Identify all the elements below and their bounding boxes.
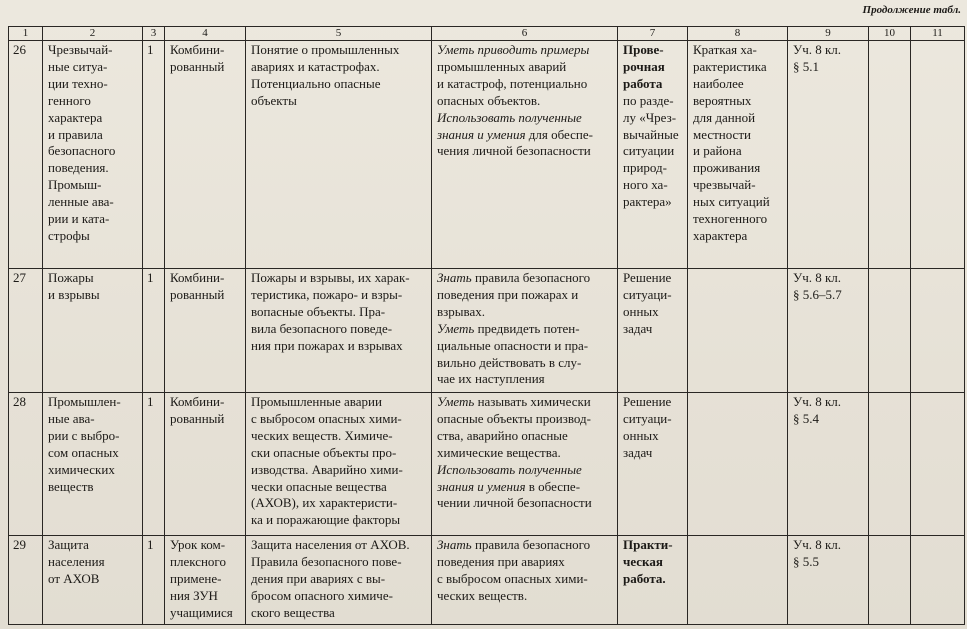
homework-line: проживания <box>693 160 761 176</box>
requirement-line-tail: правила безопасного <box>471 270 591 285</box>
requirement-line: с выбросом опасных хими- <box>437 570 588 586</box>
lesson-type-line: Комбини- <box>170 394 225 409</box>
topic-line: Пожары <box>48 270 94 285</box>
topic-line: генного <box>48 92 91 108</box>
topic-line: ные ава- <box>48 410 95 426</box>
content-line: вопасные объекты. Пра- <box>251 303 386 319</box>
column-header-5: 5 <box>246 27 432 41</box>
homework-line: техногенного <box>693 211 768 227</box>
requirement-line: чении личной безопасности <box>437 495 592 511</box>
textbook-line: § 5.6–5.7 <box>793 286 842 302</box>
topic-line: и взрывы <box>48 286 100 302</box>
homework-cell <box>688 536 788 625</box>
textbook-line: § 5.5 <box>793 553 819 569</box>
table-caption: Продолжение табл. <box>862 4 961 16</box>
homework-line: наиболее <box>693 75 744 91</box>
textbook-cell <box>788 536 869 625</box>
topic-line: рии с выбро- <box>48 427 120 443</box>
textbook-line: § 5.1 <box>793 58 819 74</box>
requirement-line: взрывах. <box>437 303 485 319</box>
content-cell <box>246 393 432 536</box>
requirement-line: вильно действовать в слу- <box>437 354 582 370</box>
control-line: работа. <box>623 570 666 586</box>
lesson-type-line: рованный <box>170 286 225 302</box>
control-line: ситуаци- <box>623 410 672 426</box>
column-header-8: 8 <box>688 27 788 41</box>
topic-line: ленные ава- <box>48 194 114 210</box>
textbook-line: Уч. 8 кл. <box>793 537 842 552</box>
control-cell <box>618 536 688 625</box>
homework-line: местности <box>693 126 751 142</box>
requirement-line-tail: в обеспе- <box>525 478 581 494</box>
homework-cell <box>688 41 788 269</box>
control-line: работа <box>623 75 663 91</box>
control-line: Решение <box>623 394 672 409</box>
requirement-line-tail: предвидеть потен- <box>474 320 580 336</box>
topic-line: населения <box>48 553 105 569</box>
column-10-cell <box>869 269 911 393</box>
content-line: бросом опасного химиче- <box>251 587 393 603</box>
control-line: онных <box>623 303 659 319</box>
requirement-line: Использовать полученные <box>437 461 582 477</box>
column-header-4: 4 <box>165 27 246 41</box>
topic-line: Промышлен- <box>48 394 121 409</box>
topic-line: рии и ката- <box>48 211 110 227</box>
content-line: ния при пожарах и взрывах <box>251 337 403 353</box>
table-row <box>9 41 965 269</box>
content-line: Понятие о промышленных <box>251 42 400 57</box>
content-line: изводства. Аварийно хими- <box>251 461 403 477</box>
topic-line: сом опасных <box>48 444 119 460</box>
topic-line: веществ <box>48 478 94 494</box>
content-line: Потенциально опасные <box>251 75 381 91</box>
column-header-7: 7 <box>618 27 688 41</box>
hours-cell: 1 <box>143 41 165 269</box>
topic-line: безопасного <box>48 143 116 159</box>
requirement-line: ства, аварийно опасные <box>437 427 568 443</box>
requirement-line: ческих веществ. <box>437 587 528 603</box>
textbook-line: § 5.4 <box>793 410 819 426</box>
requirement-line: Уметь <box>437 394 475 409</box>
homework-line: чрезвычай- <box>693 177 756 193</box>
lesson-type-cell <box>165 41 246 269</box>
column-11-cell <box>911 393 965 536</box>
topic-line: ции техно- <box>48 75 108 91</box>
topic-cell <box>43 41 143 269</box>
control-line: по разде- <box>623 92 674 108</box>
content-line: объекты <box>251 92 297 108</box>
requirement-line: чения личной безопасности <box>437 143 591 159</box>
column-header-10: 10 <box>869 27 911 41</box>
topic-line: химических <box>48 461 115 477</box>
control-line: ческая <box>623 553 663 569</box>
content-line: Защита населения от АХОВ. <box>251 537 410 552</box>
requirement-line: и катастроф, потенциально <box>437 75 588 91</box>
topic-line: ные ситуа- <box>48 58 108 74</box>
column-header-3: 3 <box>143 27 165 41</box>
requirements-cell <box>432 269 618 393</box>
control-cell <box>618 269 688 393</box>
control-line: онных <box>623 427 659 443</box>
lesson-number-cell: 29 <box>9 536 43 625</box>
requirement-line: Уметь приводить примеры <box>437 42 590 57</box>
content-line: с выбросом опасных хими- <box>251 410 402 426</box>
content-line: Пожары и взрывы, их харак- <box>251 270 410 285</box>
requirement-line: Использовать полученные <box>437 109 582 125</box>
hours-cell: 1 <box>143 269 165 393</box>
column-10-cell <box>869 536 911 625</box>
control-line: ситуаци- <box>623 286 672 302</box>
topic-line: Чрезвычай- <box>48 42 113 57</box>
textbook-line: Уч. 8 кл. <box>793 394 842 409</box>
topic-line: от АХОВ <box>48 570 100 586</box>
requirement-line: поведения при пожарах и <box>437 286 579 302</box>
control-line: Прове- <box>623 42 664 57</box>
column-header-1: 1 <box>9 27 43 41</box>
content-line: Правила безопасного пове- <box>251 553 402 569</box>
requirement-line-tail: называть химически <box>474 394 591 409</box>
topic-cell <box>43 393 143 536</box>
homework-line: характера <box>693 227 748 243</box>
requirements-cell <box>432 393 618 536</box>
column-11-cell <box>911 536 965 625</box>
content-line: вила безопасного поведе- <box>251 320 393 336</box>
homework-cell <box>688 269 788 393</box>
content-cell <box>246 269 432 393</box>
lesson-type-line: Урок ком- <box>170 537 226 552</box>
lesson-type-line: примене- <box>170 570 222 586</box>
requirements-cell <box>432 536 618 625</box>
control-line: ного ха- <box>623 177 668 193</box>
column-11-cell <box>911 269 965 393</box>
topic-line: Защита <box>48 537 89 552</box>
content-line: ского вещества <box>251 604 335 620</box>
textbook-line: Уч. 8 кл. <box>793 270 842 285</box>
content-cell <box>246 536 432 625</box>
control-line: лу «Чрез- <box>623 109 677 125</box>
requirement-line: чае их наступления <box>437 371 545 387</box>
content-line: авариях и катастрофах. <box>251 58 380 74</box>
content-line: (АХОВ), их характеристи- <box>251 495 398 511</box>
homework-line: вероятных <box>693 92 752 108</box>
control-line: задач <box>623 320 653 336</box>
requirement-line: знания и умения <box>437 126 526 142</box>
column-11-cell <box>911 41 965 269</box>
control-line: задач <box>623 444 653 460</box>
requirement-line-tail: правила безопасного <box>471 537 591 552</box>
homework-line: рактеристика <box>693 58 767 74</box>
topic-line: Промыш- <box>48 177 102 193</box>
topic-line: поведения. <box>48 160 109 176</box>
lesson-type-cell <box>165 536 246 625</box>
homework-cell <box>688 393 788 536</box>
textbook-cell <box>788 269 869 393</box>
requirement-line: опасных объектов. <box>437 92 541 108</box>
requirement-line: промышленных аварий <box>437 58 567 74</box>
content-line: Промышленные аварии <box>251 394 382 409</box>
topic-cell <box>43 269 143 393</box>
content-line: чески опасные вещества <box>251 478 387 494</box>
lesson-type-line: Комбини- <box>170 42 225 57</box>
column-header-2: 2 <box>43 27 143 41</box>
column-header-11: 11 <box>911 27 965 41</box>
requirement-line: опасные объекты производ- <box>437 410 591 426</box>
control-cell <box>618 41 688 269</box>
homework-line: и района <box>693 143 742 159</box>
topic-line: строфы <box>48 227 90 243</box>
requirement-line: циальные опасности и пра- <box>437 337 589 353</box>
control-line: ситуации <box>623 143 675 159</box>
content-line: ческих веществ. Химиче- <box>251 427 393 443</box>
homework-line: Краткая ха- <box>693 42 757 57</box>
table-body <box>9 41 965 625</box>
lesson-type-line: рованный <box>170 58 225 74</box>
lesson-type-line: плексного <box>170 553 226 569</box>
control-line: рочная <box>623 58 665 74</box>
requirement-line: химические вещества. <box>437 444 561 460</box>
lesson-type-line: ния ЗУН <box>170 587 218 603</box>
textbook-cell <box>788 393 869 536</box>
requirement-line-tail: для обеспе- <box>525 126 593 142</box>
table-row <box>9 536 965 625</box>
content-cell <box>246 41 432 269</box>
topic-cell <box>43 536 143 625</box>
lesson-type-cell <box>165 393 246 536</box>
column-10-cell <box>869 41 911 269</box>
control-line: Практи- <box>623 537 673 552</box>
control-line: рактера» <box>623 194 672 210</box>
textbook-line: Уч. 8 кл. <box>793 42 842 57</box>
requirement-line: Уметь <box>437 320 475 336</box>
content-line: ски опасные объекты про- <box>251 444 397 460</box>
content-line: дения при авариях с вы- <box>251 570 386 586</box>
lesson-number-cell: 28 <box>9 393 43 536</box>
requirements-cell <box>432 41 618 269</box>
control-cell <box>618 393 688 536</box>
content-line: теристика, пожаро- и взры- <box>251 286 403 302</box>
control-line: природ- <box>623 160 667 176</box>
lesson-number-cell: 27 <box>9 269 43 393</box>
lesson-type-line: рованный <box>170 410 225 426</box>
lesson-type-line: учащимися <box>170 604 233 620</box>
lesson-number-cell: 26 <box>9 41 43 269</box>
table-row <box>9 269 965 393</box>
table-row <box>9 393 965 536</box>
header-row <box>9 27 965 41</box>
requirement-line: Знать <box>437 270 472 285</box>
column-header-9: 9 <box>788 27 869 41</box>
lesson-type-line: Комбини- <box>170 270 225 285</box>
column-10-cell <box>869 393 911 536</box>
control-line: Решение <box>623 270 672 285</box>
requirement-line: поведения при авариях <box>437 553 565 569</box>
hours-cell: 1 <box>143 536 165 625</box>
lesson-type-cell <box>165 269 246 393</box>
lesson-plan-table <box>8 26 965 625</box>
homework-line: ных ситуаций <box>693 194 770 210</box>
control-line: вычайные <box>623 126 679 142</box>
textbook-cell <box>788 41 869 269</box>
column-header-6: 6 <box>432 27 618 41</box>
topic-line: характера <box>48 109 103 125</box>
hours-cell: 1 <box>143 393 165 536</box>
topic-line: и правила <box>48 126 103 142</box>
requirement-line: знания и умения <box>437 478 526 494</box>
homework-line: для данной <box>693 109 756 125</box>
requirement-line: Знать <box>437 537 472 552</box>
content-line: ка и поражающие факторы <box>251 512 401 528</box>
